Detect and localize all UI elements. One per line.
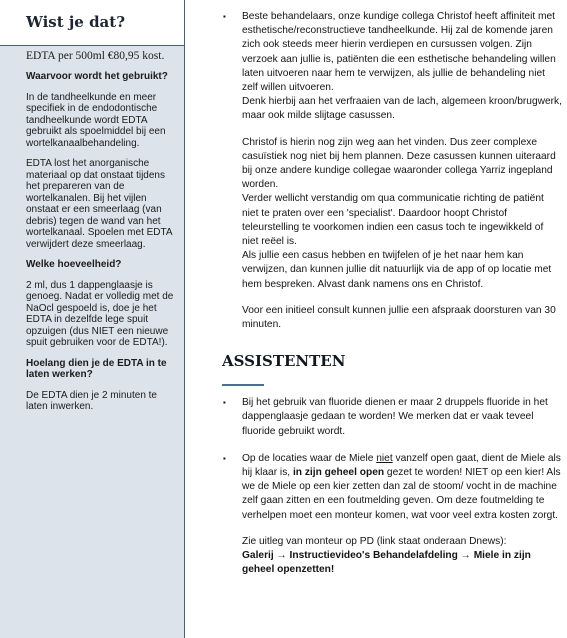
communication-paragraph: Verder wellicht verstandig om qua communicatie richting de patiënt niet te praten over een 'specialist'. Daardoor hoopt Christof teleurstelling te voorkomen indien een casus toch te ingewikkeld of niet reëel is. [242,193,544,248]
intro-paragraph: Beste behandelaars, onze kundige collega Christof heeft affiniteit met esthetische/reconstructieve tandheelkunde. Hij zal de komende jaren zich ook steeds meer hierin verdiepen en cursussen volgen. Zijn verzoek aan jullie is, patiënten die een esthetische behandeling willen laten uitvoeren naar hem te verwijzen, als jullie de behandeling niet zelf willen uitvoeren. [242,11,556,94]
question-duration: Hoelang dien je de EDTA in te laten werken? [26,357,167,380]
sidebar-body [26,50,176,422]
sidebar-title: Wist je dat? [26,13,125,31]
edta-price: EDTA per 500ml €80,95 kost. [26,50,165,62]
answer-duration: De EDTA dien je 2 minuten te laten inwerken. [26,389,157,412]
miele-paragraph: Op de locaties waar de Miele niet vanzelf open gaat, dient de Miele als hij klaar is, in zijn geheel open gezet te worden! NIET op een kier! Als we de Miele op een kier zetten dan zal de stoom/ vocht in de machine zelf gaan zitten en een foutmelding geven. Om deze foutmelding te verhelpen moet een monteur komen, wat voor veel extra kosten zorgt. [242,452,561,521]
bullet-marker: ▪ [223,398,226,408]
main-content [222,0,562,578]
monteur-paragraph: Zie uitleg van monteur op PD (link staat onderaan Dnews): [242,535,507,547]
christof-paragraph: Christof is hierin nog zijn weg aan het vinden. Dus zeer complexe casuïstiek nog niet bij hem plannen. Deze casussen kunnen uiteraard bij onze andere kundige collegae waaronder collega Yarriz ingepland worden. [242,136,556,191]
bullet-marker: ▪ [223,12,226,21]
answer-usage-1: In de tandheelkunde en meer specifiek in de endodontische tandheelkunde wordt EDTA gebruikt als spoelmiddel bij een wortelkanaalbehandeling. [26,91,166,149]
answer-amount: 2 ml, dus 1 dappenglaasje is genoeg. Nadat er volledig met de NaOcl gespoeld is, doe je het EDTA in dezelfde lege spuit opzuigen (dus NIET een nieuwe spuit gebruiken voor de EDTA!). [26,279,174,348]
fluoride-paragraph: Bij het gebruik van fluoride dienen er maar 2 druppels fluoride in het dappenglaasje gedaan te worden! We merken dat er vaak teveel fluoride gebruikt wordt. [242,397,548,437]
fluoride-bullet [222,396,562,439]
assistenten-section [222,352,562,386]
intro-paragraph-2: Denk hierbij aan het verfraaien van de lach, algemeen kroon/brugwerk, maar ook milde slijtage casussen. [242,96,562,122]
section-title: ASSISTENTEN [222,352,346,371]
consult-paragraph: Voor een initieel consult kunnen jullie een afspraak doorsturen van 30 minuten. [242,304,556,331]
question-amount: Welke hoeveelheid? [26,259,122,270]
instruction-path: Galerij → Instructievideo's Behandelafdeling → Miele in zijn geheel openzetten! [242,550,531,576]
sidebar-header [0,0,185,46]
intro-bullet [222,10,562,332]
referral-paragraph: Als jullie een casus hebben en twijfelen of je het naar hem kan verwijzen, dan kunnen jullie dit natuurlijk via de app of op locatie met hem bespreken. Alvast dank namens ons en Christof. [242,250,552,290]
bullet-marker: ▪ [223,453,226,463]
question-usage: Waarvoor wordt het gebruikt? [26,71,168,82]
miele-bullet [222,452,562,578]
section-divider [222,384,264,386]
answer-usage-2: EDTA lost het anorganische materiaal op dat onstaat tijdens het prepareren van de wortelkanalen. Bij het vijlen onstaat er een smeerlaag (van debris) tegen de wand van het wortelkanaal. Spoelen met EDTA verwijdert deze smeerlaag. [26,158,173,250]
